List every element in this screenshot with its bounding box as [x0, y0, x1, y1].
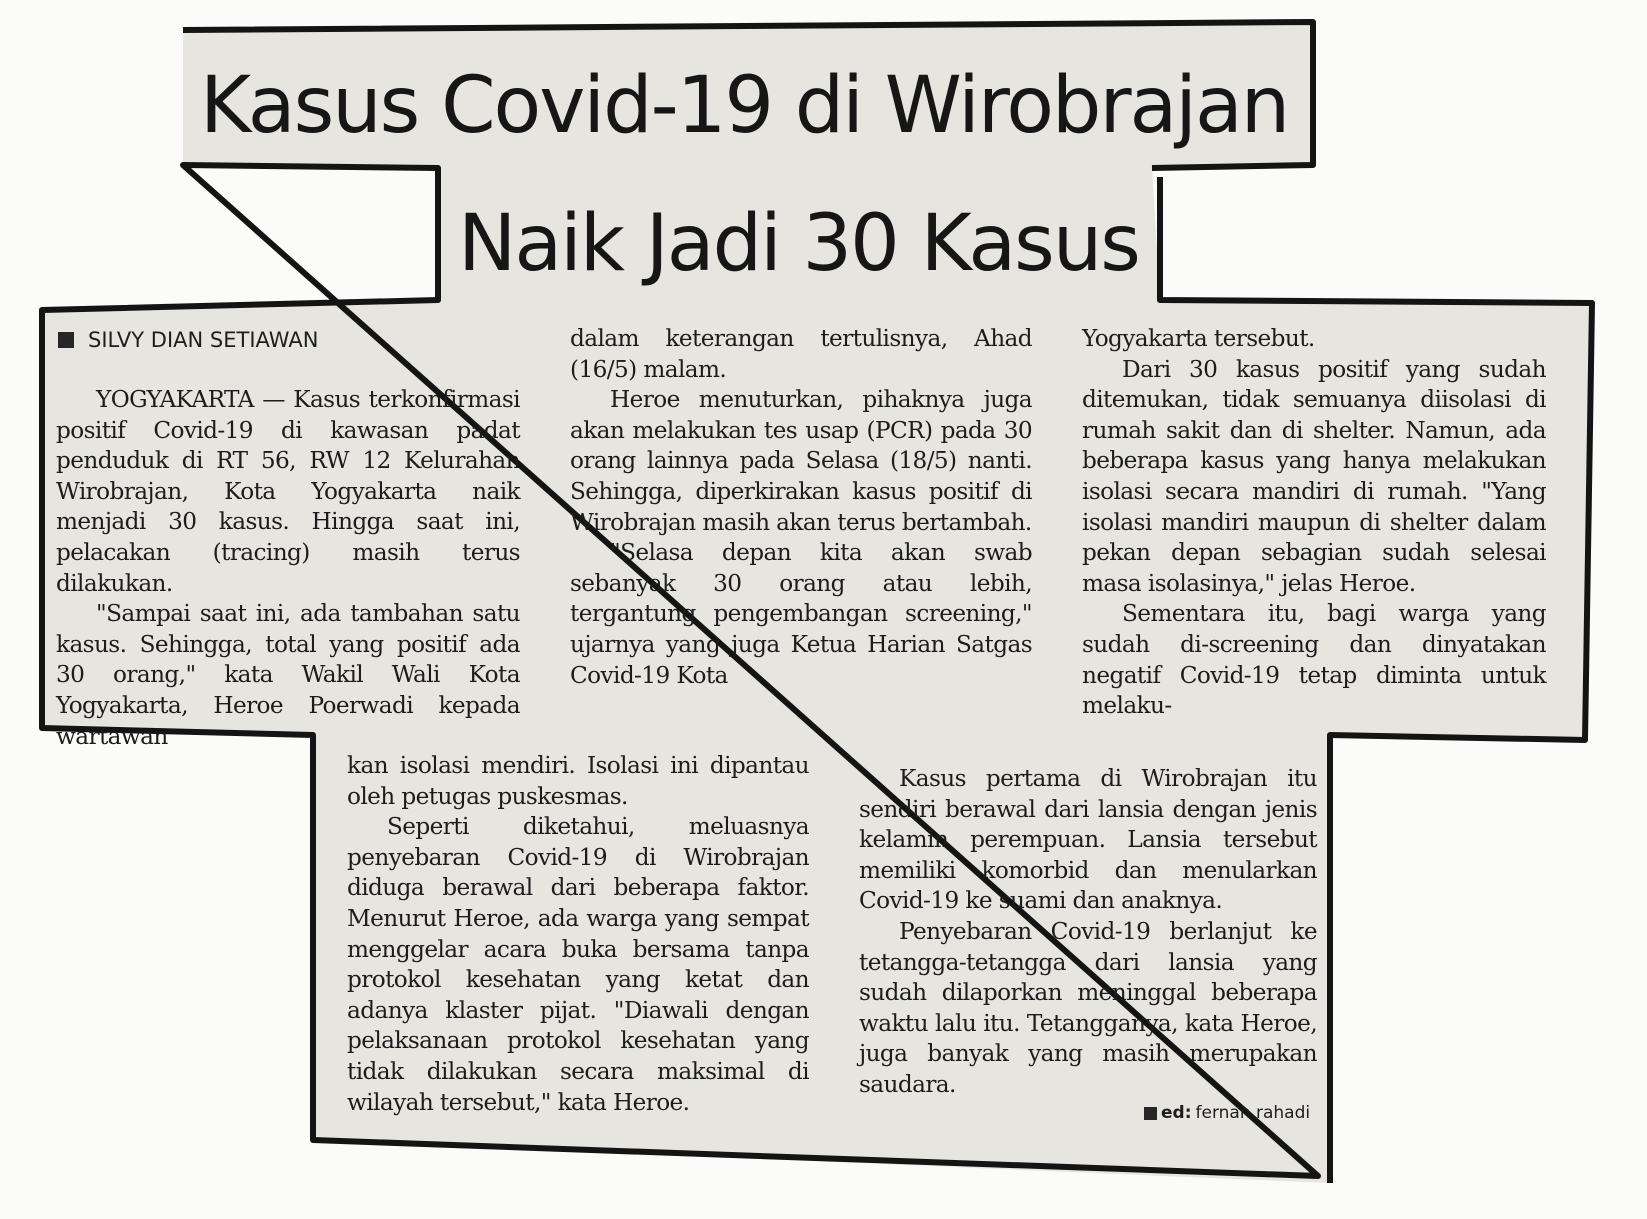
byline [58, 328, 318, 352]
headline-line-2: Naik Jadi 30 Kasus [458, 199, 1139, 289]
article-column-4 [347, 751, 809, 1118]
editor-label: ed: [1161, 1103, 1192, 1123]
article-column-5 [859, 764, 1317, 1101]
paragraph: "Selasa depan kita akan swab sebanyak 30 orang atau lebih, tergantung pengembangan screening," ujarnya yang juga Ketua Harian Satgas Covid-19 Kota [570, 539, 1032, 689]
editor-name: fernan rahadi [1195, 1103, 1311, 1123]
byline-square-icon [58, 332, 74, 348]
paragraph: Penyebaran Covid-19 berlanjut ke tetangga-tetangga dari lansia yang sudah dilaporkan meninggal beberapa waktu lalu itu. Tetangganya, kata Heroe, juga banyak yang masih merupakan saudara. [859, 917, 1317, 1098]
editor-credit [1144, 1103, 1310, 1123]
paragraph: "Sampai saat ini, ada tambahan satu kasus. Sehingga, total yang positif ada 30 orang," kata Wakil Wali Kota Yogyakarta, Heroe Poerwadi kepada wartawan [56, 600, 520, 750]
headline-line-1: Kasus Covid-19 di Wirobrajan [200, 61, 1289, 151]
paragraph: dalam keterangan tertulisnya, Ahad (16/5) malam. [570, 325, 1032, 383]
paragraph: Dari 30 kasus positif yang sudah ditemukan, tidak semuanya diisolasi di rumah sakit dan di shelter. Namun, ada beberapa kasus yang hanya melakukan isolasi secara mandiri di rumah. "Yang isolasi mandiri maupun di shelter dalam pekan depan sebagian sudah selesai masa isolasinya," jelas Heroe. [1082, 355, 1546, 597]
paragraph: kan isolasi mendiri. Isolasi ini dipantau oleh petugas puskesmas. [347, 752, 809, 810]
paragraph: Heroe menuturkan, pihaknya juga akan melakukan tes usap (PCR) pada 30 orang lainnya pada Selasa (18/5) nanti. Sehingga, diperkirakan kasus positif di Wirobrajan masih akan terus bertambah. [570, 386, 1032, 536]
article-column-3 [1082, 324, 1546, 722]
article-column-2 [570, 324, 1032, 691]
editor-square-icon [1144, 1107, 1157, 1120]
paragraph: Kasus pertama di Wirobrajan itu sendiri berawal dari lansia dengan jenis kelamin perempuan. Lansia tersebut memiliki komorbid dan menularkan Covid-19 ke suami dan anaknya. [859, 765, 1317, 915]
paragraph: YOGYAKARTA — Kasus terkonfirmasi positif Covid-19 di kawasan padat penduduk di RT 56, RW 12 Kelurahan Wirobrajan, Kota Yogyakarta naik menjadi 30 kasus. Hingga saat ini, pelacakan (tracing) masih terus dilakukan. [56, 386, 520, 597]
paragraph: Sementara itu, bagi warga yang sudah di-screening dan dinyatakan negatif Covid-19 tetap diminta untuk melaku- [1082, 600, 1546, 720]
article-column-1 [56, 385, 520, 752]
paragraph: Yogyakarta tersebut. [1082, 325, 1315, 352]
byline-author: SILVY DIAN SETIAWAN [88, 328, 319, 352]
paragraph: Seperti diketahui, meluasnya penyebaran Covid-19 di Wirobrajan diduga berawal dari beberapa faktor. Menurut Heroe, ada warga yang sempat menggelar acara buka bersama tanpa protokol kesehatan yang ketat dan adanya klaster pijat. "Diawali dengan pelaksanaan protokol kesehatan yang tidak dilakukan secara maksimal di wilayah tersebut," kata Heroe. [347, 813, 809, 1116]
